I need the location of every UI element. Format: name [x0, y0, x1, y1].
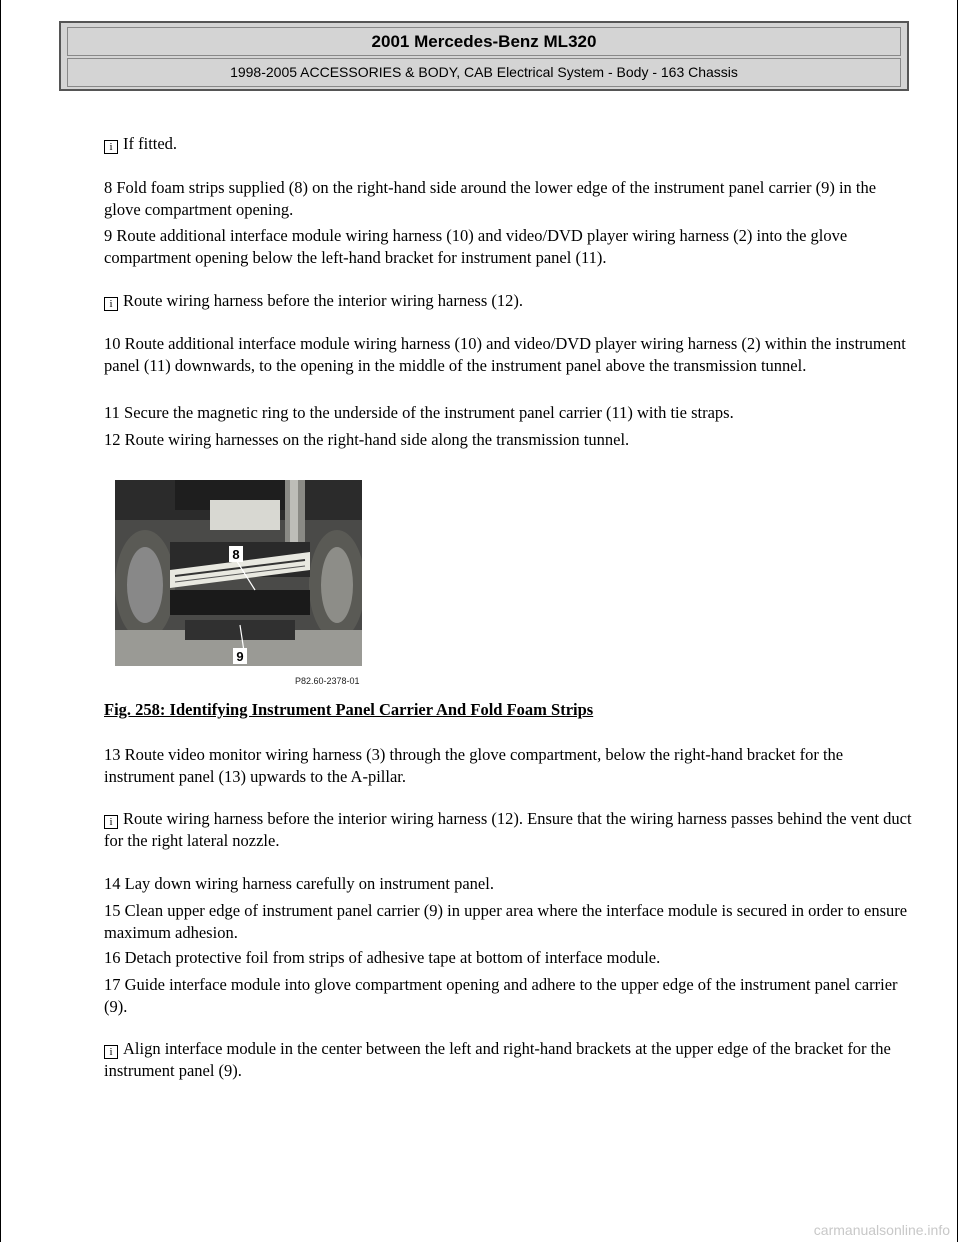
- step-15: 15 Clean upper edge of instrument panel carrier (9) in upper area where the interface module is secured in order to ensure maximum adhesion.: [104, 901, 908, 942]
- note-text: Route wiring harness before the interior wiring harness (12). Ensure that the wiring harness passes behind the vent duct for the right lateral nozzle.: [104, 809, 912, 850]
- figure-caption: Fig. 258: Identifying Instrument Panel Carrier And Fold Foam Strips: [104, 700, 594, 719]
- note-icon: i: [104, 1045, 118, 1059]
- note-icon: i: [104, 140, 118, 154]
- watermark: carmanualsonline.info: [813, 1222, 950, 1238]
- note-align-module: [104, 1038, 914, 1082]
- step-14: 14 Lay down wiring harness carefully on instrument panel.: [104, 874, 494, 893]
- step-17: 17 Guide interface module into glove compartment opening and adhere to the upper edge of the instrument panel carrier (9).: [104, 975, 898, 1016]
- note-text: Route wiring harness before the interior wiring harness (12).: [123, 291, 524, 310]
- callout-8: 8: [232, 547, 240, 562]
- note-text: Align interface module in the center between the left and right-hand brackets at the upper edge of the bracket for the instrument panel (9).: [104, 1039, 891, 1080]
- step-12: 12 Route wiring harnesses on the right-hand side along the transmission tunnel.: [104, 430, 630, 449]
- figure-code: P82.60-2378-01: [295, 676, 360, 686]
- step-16: 16 Detach protective foil from strips of adhesive tape at bottom of interface module.: [104, 948, 661, 967]
- step-13: 13 Route video monitor wiring harness (3) through the glove compartment, below the right-hand bracket for the instrument panel (13) upwards to the A-pillar.: [104, 745, 844, 786]
- note-icon: i: [104, 297, 118, 311]
- note-route-harness: [104, 290, 914, 312]
- header-title: 2001 Mercedes-Benz ML320: [67, 27, 901, 56]
- note-text: If fitted.: [123, 134, 178, 153]
- step-11: 11 Secure the magnetic ring to the underside of the instrument panel carrier (11) with tie straps.: [104, 403, 734, 422]
- header-subtitle: 1998-2005 ACCESSORIES & BODY, CAB Electrical System - Body - 163 Chassis: [67, 58, 901, 87]
- note-if-fitted: [104, 133, 914, 155]
- step-9: 9 Route additional interface module wiring harness (10) and video/DVD player wiring harness (2) into the glove compartment opening below the left-hand bracket for instrument panel (11).: [104, 226, 848, 267]
- step-10: 10 Route additional interface module wiring harness (10) and video/DVD player wiring harness (2) within the instrument panel (11) downwards, to the opening in the middle of the instrument panel above the transmission tunnel.: [104, 334, 906, 375]
- note-icon: i: [104, 815, 118, 829]
- step-8: 8 Fold foam strips supplied (8) on the right-hand side around the lower edge of the instrument panel carrier (9) in the glove compartment opening.: [104, 178, 877, 219]
- instrument-panel-photo: [115, 480, 362, 666]
- note-vent-duct: [104, 808, 914, 852]
- figure-photo: [115, 480, 362, 666]
- document-header: [59, 21, 909, 91]
- callout-9: 9: [236, 649, 244, 664]
